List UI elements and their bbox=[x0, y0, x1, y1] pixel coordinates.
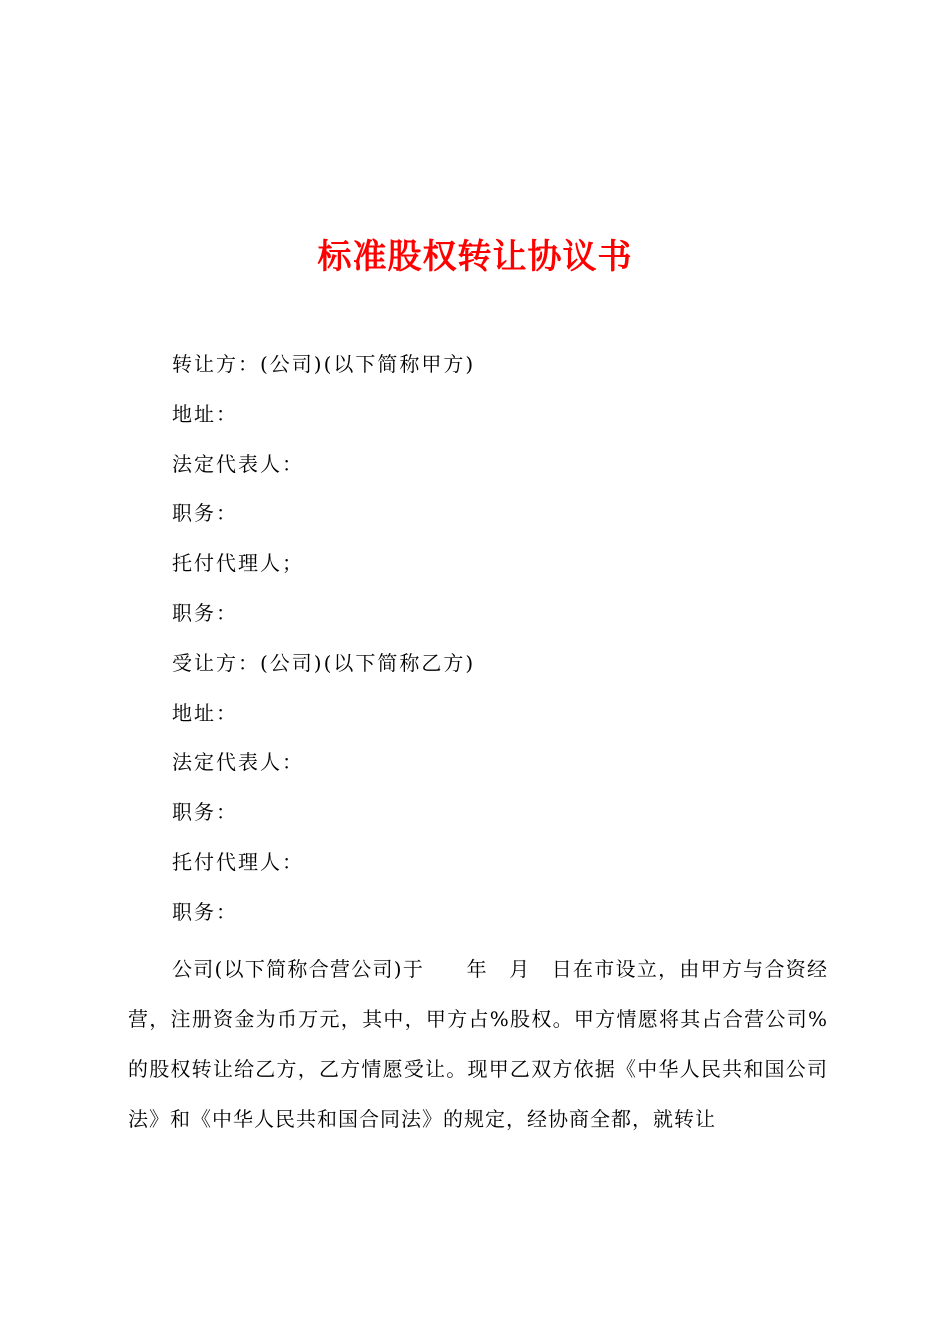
transferee-agent-line: 托付代理人： bbox=[172, 849, 304, 874]
transferee-position-line: 职务： bbox=[172, 800, 238, 825]
agreement-intro-paragraph: 公司(以下简称合营公司)于 年 月 日在市设立，由甲方与合资经营，注册资金为币万元，其中，甲方占%股权。甲方情愿将其占合营公司%的股权转让给乙方，乙方情愿受让。现甲乙双方依据《中华人民共和国公司法》和《中华人民共和国合同法》的规定，经协商全都，就转让 bbox=[128, 957, 828, 1131]
transferor-address-line: 地址： bbox=[172, 401, 238, 426]
party-info-list bbox=[172, 346, 475, 944]
transferee-legal-rep-line: 法定代表人： bbox=[172, 750, 304, 775]
transferor-position-line: 职务： bbox=[172, 501, 238, 526]
document-title: 标准股权转让协议书 bbox=[317, 236, 633, 277]
transferee-agent-position-line: 职务： bbox=[172, 899, 238, 924]
transferor-agent-position-line: 职务： bbox=[172, 600, 238, 625]
transferor-legal-rep-line: 法定代表人： bbox=[172, 451, 304, 476]
transferee-line: 受让方：(公司)(以下简称乙方) bbox=[172, 650, 476, 675]
transferor-agent-line: 托付代理人； bbox=[172, 551, 304, 576]
transferor-line: 转让方：(公司)(以下简称甲方) bbox=[172, 352, 476, 376]
transferee-address-line: 地址： bbox=[172, 700, 238, 725]
